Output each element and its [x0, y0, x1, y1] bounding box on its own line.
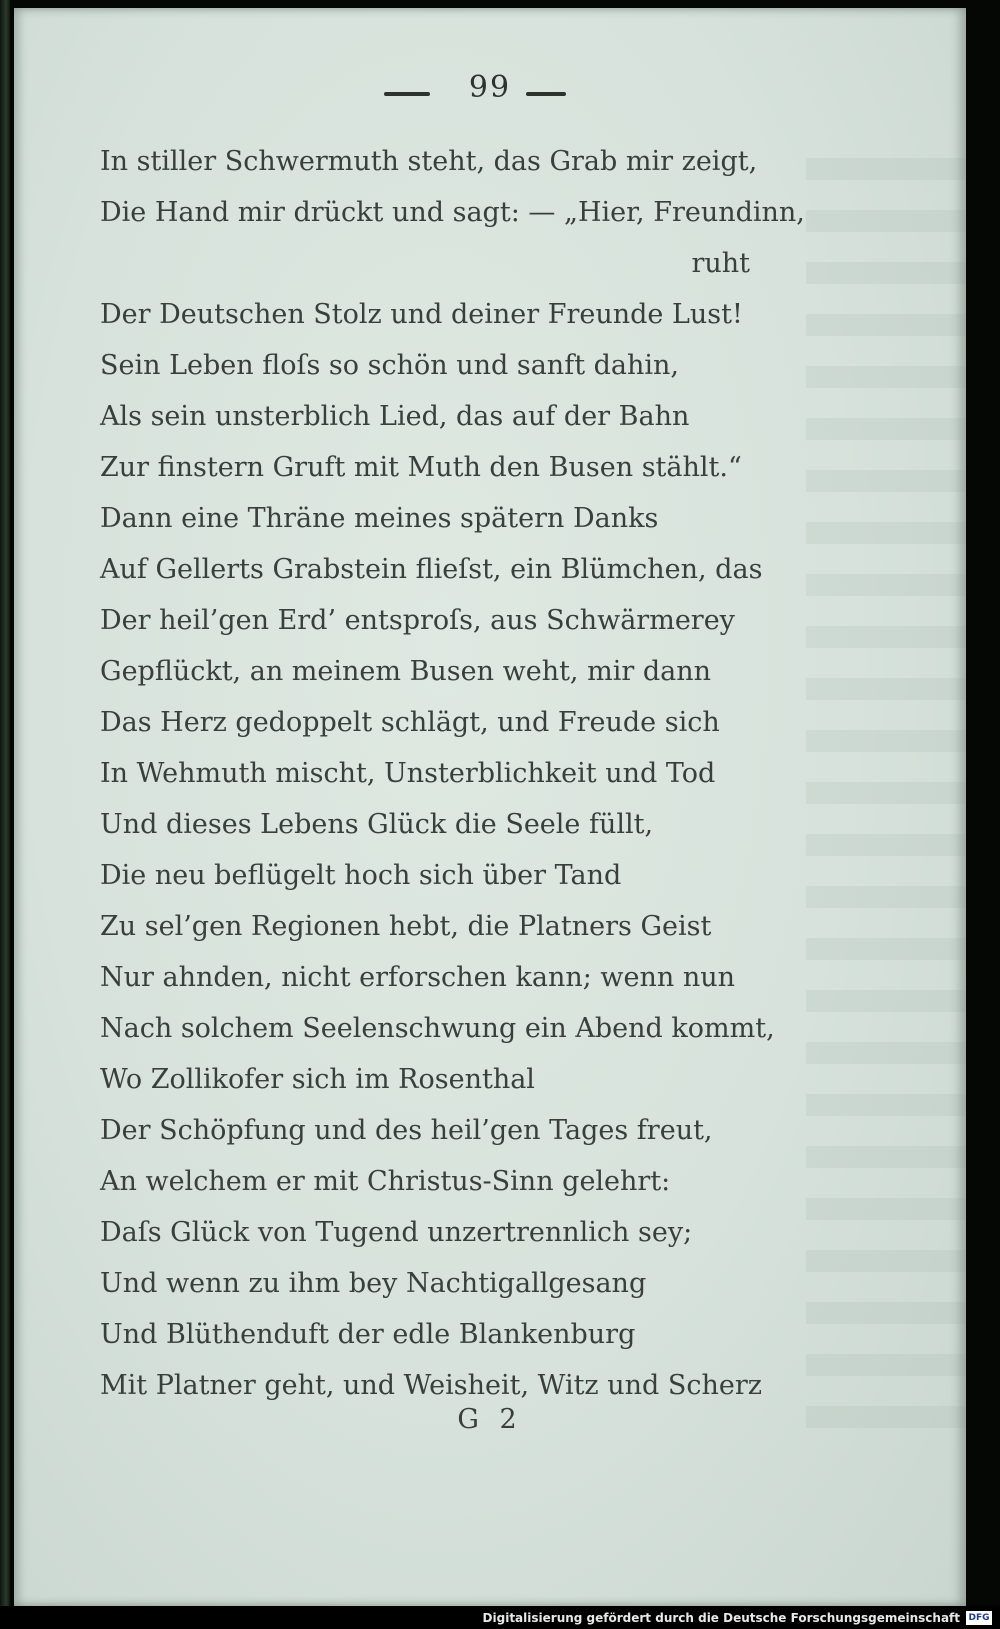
digitization-footer: [0, 1606, 1000, 1629]
book-spine-edge: [0, 0, 10, 1629]
poem-line: Der Deutschen Stolz und deiner Freunde Lust!: [100, 299, 743, 330]
footer-credit: Digitalisierung gefördert durch die Deutsche Forschungsgemeinschaft: [482, 1611, 960, 1625]
book-page: [14, 8, 966, 1606]
poem-line: Als sein unsterblich Lied, das auf der Bahn: [100, 401, 690, 432]
dfg-logo-icon: DFG: [966, 1611, 992, 1625]
poem-text: [100, 136, 930, 1411]
poem-line-continuation: ruht: [691, 248, 750, 279]
poem-line: Auf Gellerts Grabstein flieſst, ein Blümchen, das: [100, 554, 763, 585]
poem-line: Der heil’gen Erd’ entsproſs, aus Schwärmerey: [100, 605, 735, 636]
page-number: 99: [468, 70, 512, 105]
page-number-dash-right: [526, 92, 566, 96]
poem-line: Sein Leben floſs so schön und sanft dahin,: [100, 350, 679, 381]
poem-line: Nach solchem Seelenschwung ein Abend kommt,: [100, 1013, 775, 1044]
poem-line: Nur ahnden, nicht erforschen kann; wenn nun: [100, 962, 736, 993]
poem-line: Und wenn zu ihm bey Nachtigallgesang: [100, 1268, 647, 1299]
poem-line: In stiller Schwermuth steht, das Grab mir zeigt,: [100, 146, 758, 177]
poem-line: An welchem er mit Christus-Sinn gelehrt:: [100, 1166, 671, 1197]
poem-line: Dann eine Thräne meines spätern Danks: [100, 503, 659, 534]
poem-line: Gepflückt, an meinem Busen weht, mir dann: [100, 656, 711, 687]
poem-line: Die Hand mir drückt und sagt: — „Hier, Freundinn,: [100, 197, 805, 228]
poem-line: Und dieses Lebens Glück die Seele füllt,: [100, 809, 654, 840]
poem-line: Und Blüthenduft der edle Blankenburg: [100, 1319, 636, 1350]
poem-line: Die neu beflügelt hoch sich über Tand: [100, 860, 622, 891]
poem-line: Mit Platner geht, und Weisheit, Witz und Scherz: [100, 1370, 763, 1401]
poem-line: Daſs Glück von Tugend unzertrennlich sey;: [100, 1217, 693, 1248]
poem-line: Der Schöpfung und des heil’gen Tages freut,: [100, 1115, 713, 1146]
poem-line: In Wehmuth mischt, Unsterblichkeit und Tod: [100, 758, 716, 789]
poem-line: Das Herz gedoppelt schlägt, und Freude sich: [100, 707, 720, 738]
printer-signature: G 2: [457, 1404, 523, 1435]
poem-line: Zu sel’gen Regionen hebt, die Platners Geist: [100, 911, 712, 942]
poem-line: Wo Zollikofer sich im Rosenthal: [100, 1064, 535, 1095]
poem-line: Zur finstern Gruft mit Muth den Busen stählt.“: [100, 452, 742, 483]
